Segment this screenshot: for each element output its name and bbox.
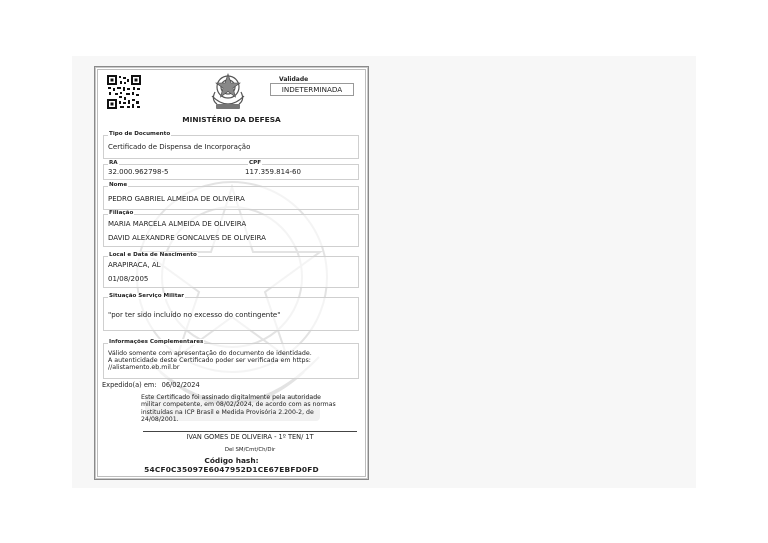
signer-unit: Del SM/Cmt/Ch/Dir	[224, 447, 276, 453]
signature-line-1: Este Certificado foi assinado digitalmente pela autoridade	[141, 394, 321, 401]
complementary-line-1: Válido somente com apresentação do documento de identidade.	[108, 350, 312, 357]
cpf-value: 117.359.814-60	[245, 168, 301, 176]
signer-name: IVAN GOMES DE OLIVEIRA - 1º TEN/ 1T	[186, 433, 314, 441]
document-type-value: Certificado de Dispensa de Incorporação	[108, 143, 251, 151]
document-type-label: Tipo de Documento	[109, 131, 171, 137]
certificate-document	[94, 66, 369, 480]
document-type-field	[103, 131, 359, 159]
ra-cpf-field	[103, 160, 359, 180]
issued-row	[102, 381, 200, 389]
signature-line-4: 24/08/2001.	[141, 415, 179, 423]
hash-label: Código hash:	[204, 456, 259, 465]
signature-line-3: instituídas na ICP Brasil e Medida Provisória 2.200-2, de	[141, 408, 314, 416]
military-status-field	[103, 293, 359, 331]
military-status-value: "por ter sido incluído no excesso do contingente"	[108, 311, 281, 319]
issued-date: 06/02/2024	[161, 381, 200, 389]
complementary-label: Informações Complementares	[109, 339, 204, 345]
validity-label: Validade	[279, 76, 309, 83]
cpf-label: CPF	[249, 160, 262, 166]
complementary-field	[103, 339, 359, 379]
name-field	[103, 182, 359, 210]
qr-code-icon	[107, 75, 141, 109]
signature-statement	[141, 394, 356, 423]
complementary-line-2: A autenticidade deste Certificado poder ser verificada em https:	[108, 357, 311, 364]
issued-label: Expedido(a) em:	[102, 381, 157, 389]
name-label: Nome	[109, 182, 128, 188]
birth-field	[103, 252, 359, 288]
father-name: DAVID ALEXANDRE GONCALVES DE OLIVEIRA	[108, 234, 266, 242]
hash-value: 54CF0C35097E6047952D1CE67EBFD0FD	[144, 465, 319, 474]
validity-value: INDETERMINADA	[270, 83, 354, 96]
signature-line	[143, 431, 357, 432]
mother-name: MARIA MARCELA ALMEIDA DE OLIVEIRA	[108, 220, 247, 228]
brazil-coat-of-arms-icon	[207, 70, 249, 112]
ra-value: 32.000.962798-5	[108, 168, 169, 176]
birth-place: ARAPIRACA, AL	[108, 261, 161, 269]
filiation-label: Filiação	[109, 210, 134, 216]
ministry-title: MINISTÉRIO DA DEFESA	[182, 115, 281, 124]
filiation-field	[103, 210, 359, 247]
ra-label: RA	[109, 160, 118, 166]
birth-label: Local e Data de Nascimento	[109, 252, 197, 258]
signature-line-2: militar competente, em 08/02/2024, de acordo com as normas	[141, 401, 336, 409]
complementary-line-3: //alistamento.eb.mil.br	[108, 364, 180, 371]
name-value: PEDRO GABRIEL ALMEIDA DE OLIVEIRA	[108, 195, 245, 203]
military-status-label: Situação Serviço Militar	[109, 293, 185, 299]
birth-date: 01/08/2005	[108, 275, 149, 283]
